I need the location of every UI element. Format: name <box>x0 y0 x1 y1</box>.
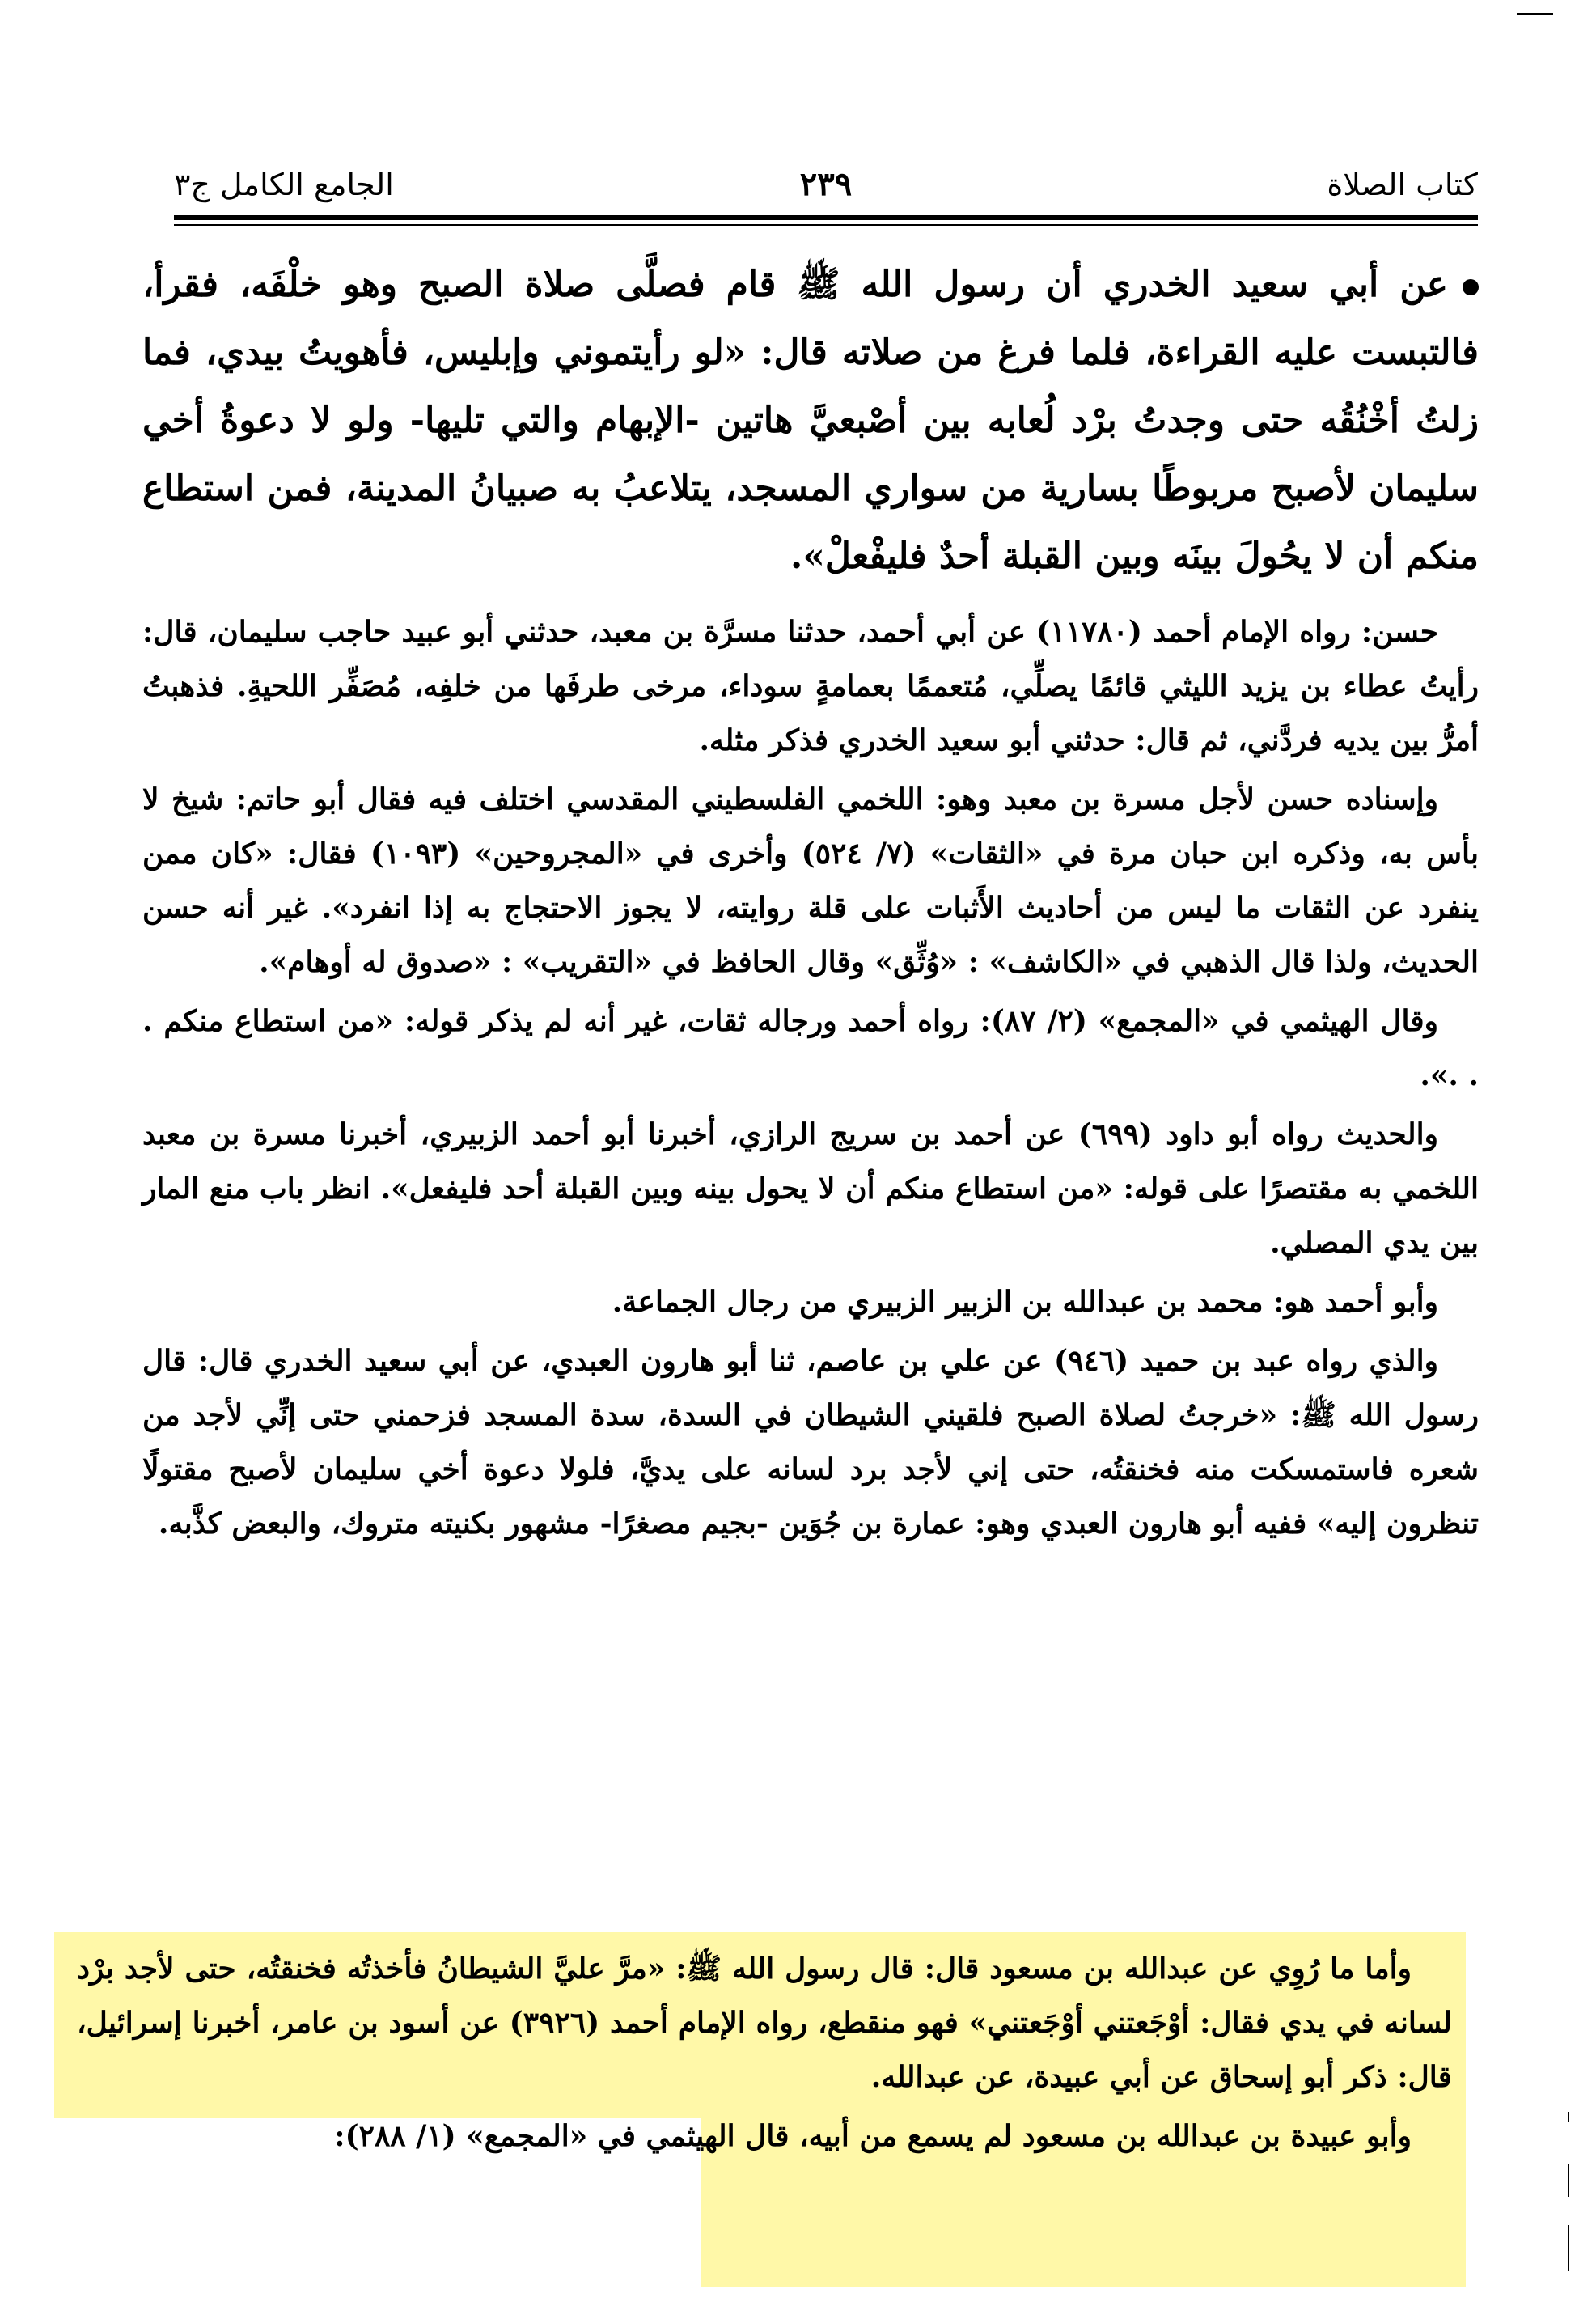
commentary-paragraph: وإسناده حسن لأجل مسرة بن معبد وهو: اللخمي الفلسطيني المقدسي اختلف فيه فقال أبو حاتم: شيخ لا بأس به، وذكره ابن حبان مرة في «الثقات» (٧/ ٥٢٤) وأخرى في «المجروحين» (١٠٩٣) فقال: «كان ممن ينفرد عن الثقات ما ليس من أحاديث الأَثبات على قلة روايته، لا يجوز الاحتجاج به إذا انفرد». غير أنه حسن الحديث، ولذا قال الذهبي في «الكاشف» : «وُثِّق» وقال الحافظ في «التقريب» : «صدوق له أوهام». <box>142 782 1480 979</box>
chapter-title: كتاب الصلاة <box>1327 167 1478 202</box>
page-header <box>174 158 1478 214</box>
highlighted-section <box>77 1942 1452 2168</box>
commentary-paragraph: والحديث رواه أبو داود (٦٩٩) عن أحمد بن سريج الرازي، أخبرنا أبو أحمد الزبيري، أخبرنا مسرة بن معبد اللخمي به مقتصرًا على قوله: «من استطاع منكم أن لا يحول بينه وبين القبلة أحد فليفعل». انظر باب منع المار بين يدي المصلي. <box>142 1117 1479 1260</box>
margin-line <box>1568 2225 1569 2271</box>
highlighted-paragraph: وأبو عبيدة بن عبدالله بن مسعود لم يسمع من أبيه، قال الهيثمي في «المجمع» (١/ ٢٨٨): <box>334 2119 1412 2153</box>
commentary-paragraph: وأبو أحمد هو: محمد بن عبدالله بن الزبير الزبيري من رجال الجماعة. <box>612 1285 1438 1319</box>
commentary-paragraph: وقال الهيثمي في «المجمع» (٢/ ٨٧): رواه أحمد ورجاله ثقات، غير أنه لم يذكر قوله: «من استطاع منكم . . .». <box>142 1004 1479 1092</box>
highlighted-paragraph: وأما ما رُوِي عن عبدالله بن مسعود قال: قال رسول الله ﷺ: «مرَّ عليَّ الشيطانُ فأخذتُه فخنقتُه، حتى لأجد برْد لسانه في يدي فقال: أوْجَعتني أوْجَعتني» فهو منقطع، رواه الإمام أحمد (٣٩٢٦) عن أسود بن عامر، أخبرنا إسرائيل، قال: ذكر أبو إسحاق عن أبي عبيدة، عن عبدالله. <box>77 1952 1452 2094</box>
margin-line <box>1568 2112 1569 2122</box>
page-body <box>142 251 1479 1556</box>
margin-line <box>1568 2164 1569 2197</box>
commentary-paragraph: حسن: رواه الإمام أحمد (١١٧٨٠) عن أبي أحمد، حدثنا مسرَّة بن معبد، حدثني أبو عبيد حاجب سليمان، قال: رأيتُ عطاء بن يزيد الليثي قائمًا يصلِّي، مُتعممًا بعمامةٍ سوداء، مرخى طرفَها من خلفِه، مُصَفِّر اللحيةِ. فذهبتُ أمرُّ بين يديه فردَّني، ثم قال: حدثني أبو سعيد الخدري فذكر مثله. <box>142 615 1479 757</box>
header-rule-thin <box>174 224 1478 226</box>
bullet-icon <box>1463 279 1479 295</box>
scan-artifact <box>1517 13 1553 15</box>
commentary-paragraph: والذي رواه عبد بن حميد (٩٤٦) عن علي بن عاصم، ثنا أبو هارون العبدي، عن أبي سعيد الخدري قال: قال رسول الله ﷺ: «خرجتُ لصلاة الصبح فلقيني الشيطان في السدة، سدة المسجد فزحمني حتى إنِّي لأجد من شعره فاستمسكت منه فخنقتُه، حتى إني لأجد برد لسانه على يديَّ، فلولا دعوة أخي سليمان لأصبح مقتولًا تنظرون إليه» ففيه أبو هارون العبدي وهو: عمارة بن جُوَين -بجيم مصغرًا- مشهور بكنيته متروك، والبعض كذَّبه. <box>142 1344 1479 1541</box>
page-number: ٢٣٩ <box>799 165 853 203</box>
header-rule-thick <box>174 215 1478 220</box>
hadith-text-block <box>142 251 1479 591</box>
book-title: الجامع الكامل ج٣ <box>174 167 394 202</box>
hadith-text: عن أبي سعيد الخدري أن رسول الله ﷺ قام فصلَّى صلاة الصبح وهو خلْفَه، فقرأ، فالتبست عليه القراءة، فلما فرغ من صلاته قال: «لو رأيتموني وإبليس، فأهويتُ بيدي، فما زلتُ أخْنُقُه حتى وجدتُ برْد لُعابه بين أصْبعيَّ هاتين -الإبهام والتي تليها- ولو لا دعوةُ أخي سليمان لأصبح مربوطًا بسارية من سواري المسجد، يتلاعبُ به صبيانُ المدينة، فمن استطاع منكم أن لا يحُولَ بينَه وبين القبلة أحدٌ فليفْعلْ». <box>142 264 1480 577</box>
